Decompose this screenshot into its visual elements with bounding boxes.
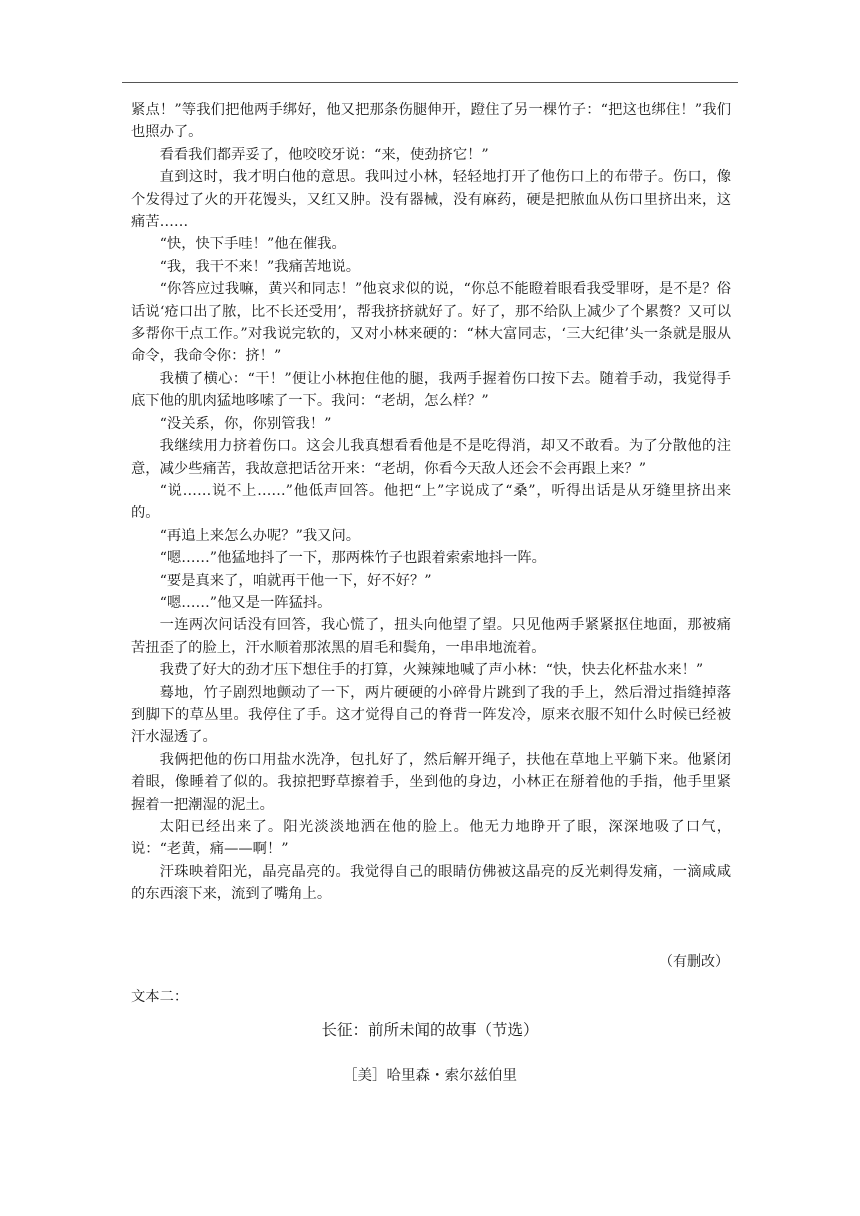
paragraph-6: “你答应过我嘛，黄兴和同志！”他哀求似的说，“你总不能瞪着眼看我受罪呀，是不是？俗话说‘疮口出了脓，比不长还受用’，帮我挤挤就好了。好了，那不给队上减少了个累赘？又可以多帮你干点工作。”对我说完软的，又对小林来硬的：“林大富同志，‘三大纪律’头一条就是服从命令，我命令你：挤！” [131,281,731,365]
paragraph-16: 我费了好大的劲才压下想住手的打算，火辣辣地喊了声小林：“快，快去化杯盐水来！” [159,662,704,679]
paragraph-2: 看看我们都弄妥了，他咬咬牙说：“来，使劲挤它！” [159,146,489,163]
paragraph-20: 汗珠映着阳光，晶亮晶亮的。我觉得自己的眼睛仿佛被这晶亮的反光刺得发痛，一滴咸咸的东西滚下来，流到了嘴角上。 [131,863,731,903]
excerpt-author: ［美］哈里森・索尔兹伯里 [343,1068,517,1084]
paragraph-11: “再追上来怎么办呢？”我又问。 [159,527,361,544]
abridged-note: （有删改） [659,954,729,970]
story-text [131,99,731,906]
paragraph-9: 我继续用力挤着伤口。这会儿我真想看看他是不是吃得消，却又不敢看。为了分散他的注意，减少些痛苦，我故意把话岔开来：“老胡，你看今天敌人还会不会再跟上来？” [131,438,731,477]
text-two-label: 文本二： [131,989,189,1005]
paragraph-17: 蓦地，竹子剧烈地颤动了一下，两片硬硬的小碎骨片跳到了我的手上，然后滑过指缝掉落到脚下的草丛里。我停住了手。这才觉得自己的脊背一阵发冷，原来衣服不知什么时候已经被汗水湿透了。 [131,684,731,746]
paragraph-12: “嗯……”他猛地抖了一下，那两株竹子也跟着索索地抖一阵。 [159,550,546,567]
paragraph-19: 太阳已经出来了。阳光淡淡地洒在他的脸上。他无力地睁开了眼，深深地吸了口气，说：“老黄，痛——啊！” [131,819,731,858]
excerpt-title: 长征：前所未闻的故事（节选） [321,1021,539,1039]
paragraph-10: “说……说不上……”他低声回答。他把“上”字说成了“桑”，听得出话是从牙缝里挤出来的。 [131,482,731,522]
paragraph-13: “要是真来了，咱就再干他一下，好不好？” [159,572,432,589]
paragraph-8: “没关系，你，你别管我！” [159,415,332,432]
paragraph-5: “我，我干不来！”我痛苦地说。 [159,258,361,275]
header-rule [122,82,738,83]
paragraph-15: 一连两次问话没有回答，我心慌了，扭头向他望了望。只见他两手紧紧抠住地面，那被痛苦扭歪了的脸上，汗水顺着那浓黑的眉毛和鬓角，一串串地流着。 [131,617,731,656]
paragraph-14: “嗯……”他又是一阵猛抖。 [159,594,332,611]
paragraph-7: 我横了横心：“干！”便让小林抱住他的腿，我两手握着伤口按下去。随着手动，我觉得手底下他的肌肉猛地哆嗦了一下。我问：“老胡，怎么样？” [131,370,731,410]
paragraph-18: 我俩把他的伤口用盐水洗净，包扎好了，然后解开绳子，扶他在草地上平躺下来。他紧闭着眼，像睡着了似的。我掠把野草擦着手，坐到他的身边，小林正在掰着他的手指，他手里紧握着一把潮湿的泥土。 [131,751,731,813]
paragraph-3: 直到这时，我才明白他的意思。我叫过小林，轻轻地打开了他伤口上的布带子。伤口，像个发得过了火的开花馒头，又红又肿。没有器械，没有麻药，硬是把脓血从伤口里挤出来，这痛苦…… [131,169,731,231]
paragraph-1: 紧点！”等我们把他两手绑好，他又把那条伤腿伸开，蹬住了另一棵竹子：“把这也绑住！”我们也照办了。 [131,102,731,141]
paragraph-4: “快，快下手哇！”他在催我。 [159,236,346,253]
